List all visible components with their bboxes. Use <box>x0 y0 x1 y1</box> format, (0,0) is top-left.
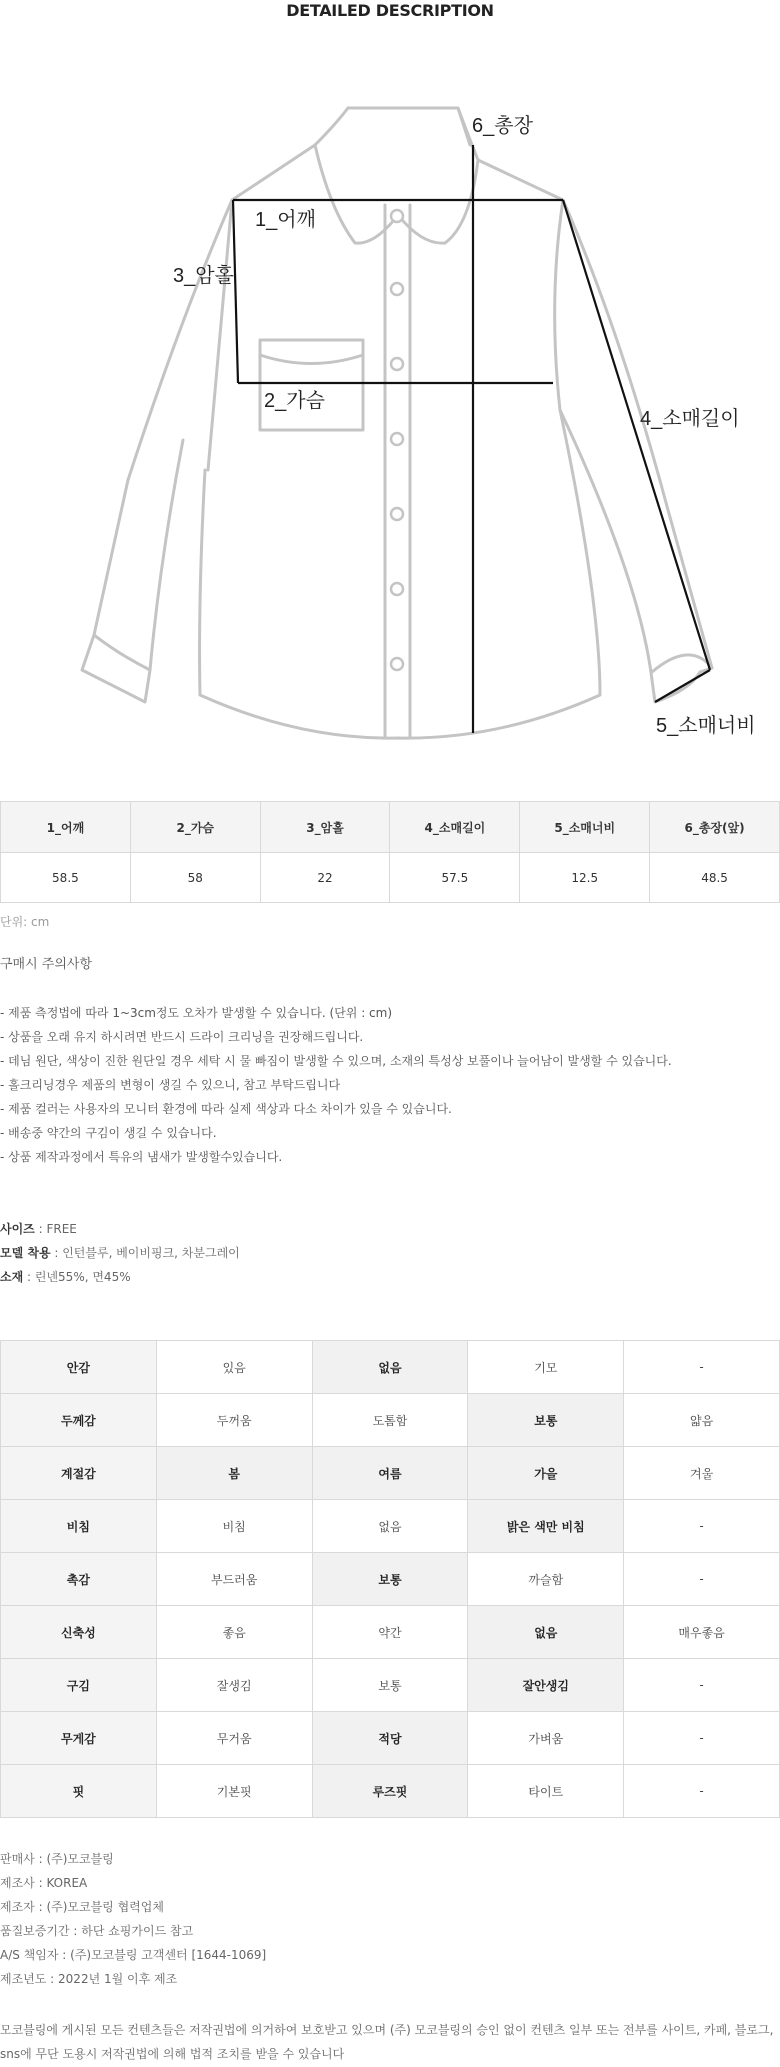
size-header: 3_암홀 <box>260 802 390 853</box>
size-header: 6_총장(앞) <box>650 802 780 853</box>
size-value: 58.5 <box>1 853 131 903</box>
fabric-option: 기본핏 <box>156 1765 312 1818</box>
size-value: 58 <box>130 853 260 903</box>
front-seam-right <box>555 200 563 410</box>
info-line: 제조사 : KOREA <box>0 1876 88 1890</box>
fabric-attribute-label: 촉감 <box>1 1553 157 1606</box>
fabric-option: 가벼움 <box>468 1712 624 1765</box>
fabric-option: 루즈핏 <box>312 1765 468 1818</box>
size-value: 12.5 <box>520 853 650 903</box>
fabric-attribute-label: 두께감 <box>1 1394 157 1447</box>
fabric-option: 있음 <box>156 1341 312 1394</box>
fabric-attribute-label: 무게감 <box>1 1712 157 1765</box>
size-table-header-row <box>1 802 780 853</box>
spec-material-label: 소재 <box>0 1270 24 1284</box>
fabric-option: 좋음 <box>156 1606 312 1659</box>
fabric-row <box>1 1394 780 1447</box>
fabric-attribute-label: 핏 <box>1 1765 157 1818</box>
label-total-length: 6_총장 <box>472 115 533 137</box>
spec-model-label: 모델 착용 <box>0 1246 51 1260</box>
size-table-value-row <box>1 853 780 903</box>
left-hem <box>200 410 600 738</box>
spec-model <box>0 1241 240 1265</box>
fabric-row <box>1 1765 780 1818</box>
info-line: 품질보증기간 : 하단 쇼핑가이드 참고 <box>0 1924 194 1938</box>
fabric-option: 밝은 색만 비침 <box>468 1500 624 1553</box>
fabric-option: 가을 <box>468 1447 624 1500</box>
fabric-row <box>1 1553 780 1606</box>
size-header: 1_어깨 <box>1 802 131 853</box>
label-sleeve-width: 5_소매너비 <box>656 715 756 737</box>
fabric-option: 겨울 <box>624 1447 780 1500</box>
fabric-option: - <box>624 1765 780 1818</box>
spec-model-value: : 인턴블루, 베이비핑크, 차분그레이 <box>50 1246 240 1260</box>
notice-item: - 상품 제작과정에서 특유의 냄새가 발생할수있습니다. <box>0 1150 283 1164</box>
fabric-option: 없음 <box>468 1606 624 1659</box>
fabric-option: 잘안생김 <box>468 1659 624 1712</box>
fabric-option: 까슬함 <box>468 1553 624 1606</box>
fabric-option: 보통 <box>312 1659 468 1712</box>
collar-outline <box>348 108 470 145</box>
fabric-attribute-label: 비침 <box>1 1500 157 1553</box>
size-value: 22 <box>260 853 390 903</box>
fabric-row <box>1 1606 780 1659</box>
fabric-option: 비침 <box>156 1500 312 1553</box>
label-armhole: 3_암홀 <box>173 265 234 287</box>
fabric-option: 얇음 <box>624 1394 780 1447</box>
fabric-option: 기모 <box>468 1341 624 1394</box>
fabric-option: 타이트 <box>468 1765 624 1818</box>
sleeve-length-line <box>563 200 710 670</box>
notice-item: - 제품 측정법에 따라 1~3cm정도 오차가 발생할 수 있습니다. (단위 : cm) <box>0 1006 393 1020</box>
copyright-notice: 모코블링에 게시된 모든 컨텐츠들은 저작권법에 의거하여 보호받고 있으며 (주) 모코블링의 승인 없이 컨텐츠 일부 또는 전부를 사이트, 카페, 블로그, sns에 무단 도용시 저작권법에 의해 법적 조치를 받을 수 있습니다 <box>0 2023 774 2061</box>
fabric-option: 부드러움 <box>156 1553 312 1606</box>
pocket <box>260 340 363 430</box>
fabric-option: 잘생김 <box>156 1659 312 1712</box>
fabric-table <box>0 1340 780 1818</box>
fabric-option: 두꺼움 <box>156 1394 312 1447</box>
size-value: 48.5 <box>650 853 780 903</box>
info-line: A/S 책임자 : (주)모코블링 고객센터 [1644-1069] <box>0 1948 267 1962</box>
fabric-option: - <box>624 1500 780 1553</box>
label-sleeve-length: 4_소매길이 <box>640 408 740 430</box>
fabric-option: 없음 <box>312 1500 468 1553</box>
label-shoulder: 1_어깨 <box>255 209 316 231</box>
notice-item: - 홀크리닝경우 제품의 변형이 생길 수 있으니, 참고 부탁드립니다 <box>0 1078 341 1092</box>
size-header: 2_가슴 <box>130 802 260 853</box>
size-value: 57.5 <box>390 853 520 903</box>
spec-size <box>0 1217 240 1241</box>
armhole-line <box>233 200 238 383</box>
notice-list <box>0 1001 672 1169</box>
info-line: 제조자 : (주)모코블링 협력업체 <box>0 1900 164 1914</box>
spec-size-label: 사이즈 <box>0 1222 35 1236</box>
fabric-attribute-label: 구김 <box>1 1659 157 1712</box>
fabric-option: 보통 <box>312 1553 468 1606</box>
fabric-option: 도톰함 <box>312 1394 468 1447</box>
notice-item: - 데님 원단, 색상이 진한 원단일 경우 세탁 시 물 빠짐이 발생할 수 있으며, 소재의 특성상 보풀이나 늘어남이 발생할 수 있습니다. <box>0 1054 672 1068</box>
fabric-attribute-label: 계절감 <box>1 1447 157 1500</box>
fabric-row <box>1 1659 780 1712</box>
spec-size-value: : FREE <box>34 1222 77 1236</box>
fabric-row <box>1 1447 780 1500</box>
front-seam-left <box>208 200 232 470</box>
sleeve-width-line <box>655 670 710 702</box>
fabric-option: - <box>624 1659 780 1712</box>
notice-item: - 상품을 오래 유지 하시려면 반드시 드라이 크리닝을 권장해드립니다. <box>0 1030 364 1044</box>
fabric-option: 보통 <box>468 1394 624 1447</box>
fabric-option: 없음 <box>312 1341 468 1394</box>
fabric-option: 매우좋음 <box>624 1606 780 1659</box>
info-line: 제조년도 : 2022년 1월 이후 제조 <box>0 1972 178 1986</box>
pocket-flap <box>260 355 363 364</box>
measurement-diagram <box>0 90 780 760</box>
fabric-option: 여름 <box>312 1447 468 1500</box>
fabric-row <box>1 1712 780 1765</box>
size-header: 5_소매너비 <box>520 802 650 853</box>
spec-material-value: : 린넨55%, 면45% <box>23 1270 131 1284</box>
fabric-attribute-label: 안감 <box>1 1341 157 1394</box>
fabric-option: - <box>624 1341 780 1394</box>
fabric-option: - <box>624 1712 780 1765</box>
size-header: 4_소매길이 <box>390 802 520 853</box>
spec-material <box>0 1265 240 1289</box>
seller-info <box>0 1847 266 1991</box>
fabric-option: 적당 <box>312 1712 468 1765</box>
page-title: DETAILED DESCRIPTION <box>286 1 494 20</box>
fabric-option: - <box>624 1553 780 1606</box>
notice-item: - 배송중 약간의 구김이 생길 수 있습니다. <box>0 1126 217 1140</box>
fabric-option: 약간 <box>312 1606 468 1659</box>
info-line: 판매사 : (주)모코블링 <box>0 1852 114 1866</box>
notice-item: - 제품 컬러는 사용자의 모니터 환경에 따라 실제 색상과 다소 차이가 있을 수 있습니다. <box>0 1102 452 1116</box>
fabric-attribute-label: 신축성 <box>1 1606 157 1659</box>
label-chest: 2_가슴 <box>264 390 325 412</box>
product-specs <box>0 1217 240 1289</box>
fabric-option: 봄 <box>156 1447 312 1500</box>
fabric-row <box>1 1500 780 1553</box>
size-table <box>0 801 780 903</box>
left-cuff <box>94 635 150 670</box>
unit-note: 단위: cm <box>0 915 50 929</box>
fabric-option: 무거움 <box>156 1712 312 1765</box>
notice-title: 구매시 주의사항 <box>0 957 93 972</box>
fabric-row <box>1 1341 780 1394</box>
